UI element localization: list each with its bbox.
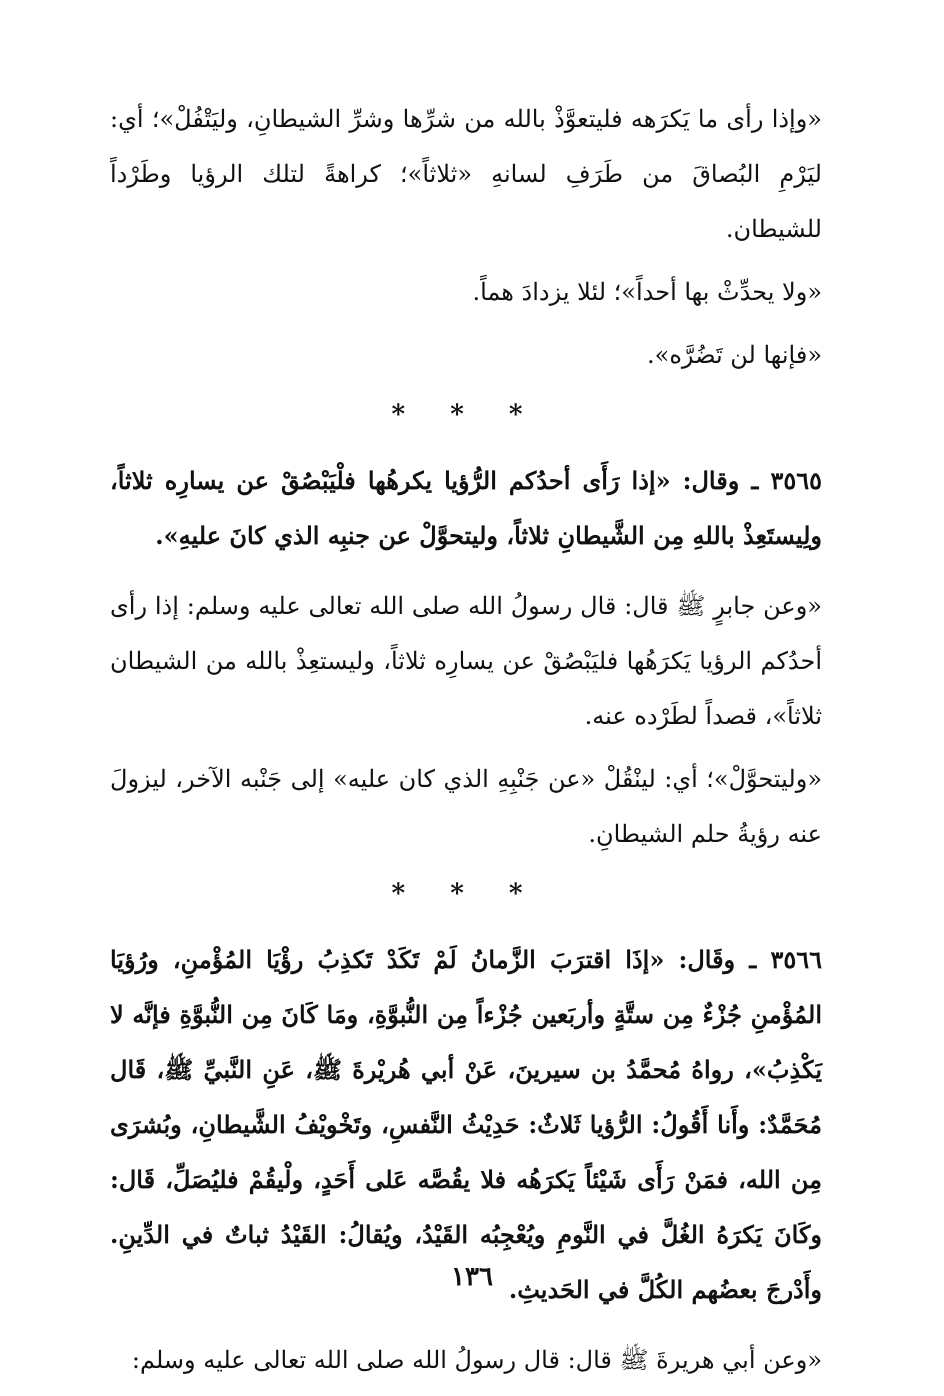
paragraph-2: «ولا يحدِّثْ بها أحداً»؛ لئلا يزدادَ هماً. bbox=[472, 278, 822, 306]
page-body bbox=[110, 92, 822, 1396]
hadith-3565: ٣٥٦٥ ـ وقال: «إذا رَأَى أحدُكم الرُّؤيا يكرهُها فلْيَبْصُقْ عن يسارِه ثلاثاً، ولِيستَعِذْ باللهِ مِن الشَّيطانِ ثلاثاً، وليتحوَّلْ عن جنبِه الذي كانَ عليهِ». bbox=[110, 466, 822, 550]
paragraph-commentary-2: «وليتحوَّلْ»؛ أي: لينْقُلْ «عن جَنْبِهِ الذي كان عليه» إلى جَنْبه الآخر، ليزولَ عنه رؤيةُ حلم الشيطانِ. bbox=[110, 765, 822, 848]
section-separator-1: * * * bbox=[391, 400, 541, 430]
paragraph-commentary-3: «وعن أبي هريرةَ ﷺ قال: قال رسولُ الله صلى الله تعالى عليه وسلم: bbox=[131, 1346, 822, 1374]
paragraph-3: «فإنها لن تَضُرَّه». bbox=[647, 341, 822, 369]
section-separator-2: * * * bbox=[391, 879, 541, 909]
paragraph-1: «وإذا رأى ما يَكرَهه فليتعوَّذْ بالله من شرِّها وشرِّ الشيطانِ، وليَتْفُلْ»؛ أي: ليَرْمِ البُصاقَ من طَرَفِ لسانهِ «ثلاثاً»؛ كراهةً لتلك الرؤيا وطَرْداً للشيطان. bbox=[110, 105, 822, 243]
hadith-3566: ٣٥٦٦ ـ وقَال: «إذَا اقترَبَ الزَّمانُ لَمْ تَكَدْ تَكذِبُ رؤْيَا المُؤْمنِ، ورُؤيَا المُؤْمنِ جُزْءٌ مِن ستَّةٍ وأربَعين جُزْءاً مِن النُّبوَّةِ، ومَا كَانَ مِن النُّبوَّةِ فإنَّه لا يَكْذِبُ»، رواهُ مُحمَّدُ بن سيرينَ، عَنْ أبي هُريْرةَ ﷺ، عَنِ النَّبيِّ ﷺ، قَال مُحَمَّدٌ: وأَنا أَقُولُ: الرُّؤيا ثَلاثٌ: حَدِيْثُ النَّفسِ، وتَخْويْفُ الشَّيطانِ، وبُشرَى مِن الله، فمَنْ رَأَى شَيْئاً يَكرَهُه فلا يقُصَّه عَلى أَحَدٍ، ولْيقُمْ فليُصَلِّ، قَال: وكَانَ يَكرَهُ الغُلَّ في النَّومِ ويُعْجِبُه القَيْدُ، ويُقالُ: القَيْدُ ثباتٌ في الدِّينِ. وأَدْرجَ بعضُهم الكُلَّ في الحَديثِ. bbox=[110, 945, 822, 1304]
page-number: ١٣٦ bbox=[451, 1262, 493, 1292]
paragraph-commentary-1: «وعن جابرٍ ﷺ قال: قال رسولُ الله صلى الله تعالى عليه وسلم: إذا رأى أحدُكم الرؤيا يَكرَهُها فليَبْصُقْ عن يسارِه ثلاثاً، وليستعِذْ بالله من الشيطان ثلاثاً»، قصداً لطَرْده عنه. bbox=[110, 592, 822, 730]
